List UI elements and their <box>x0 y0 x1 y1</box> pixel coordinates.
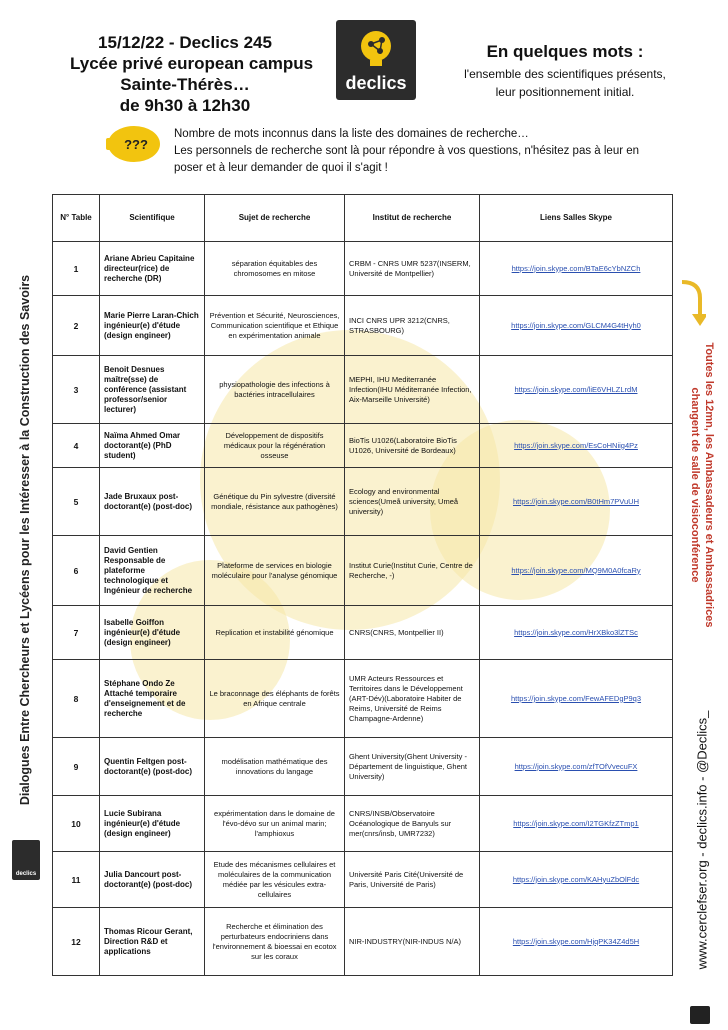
small-logo-text: declics <box>15 871 37 877</box>
research-subject: modélisation mathématique des innovations du langage <box>205 738 345 796</box>
research-institute: BioTis U1026(Laboratoire BioTis U1026, Université de Bordeaux) <box>345 424 480 468</box>
header-subject: Sujet de recherche <box>205 195 345 242</box>
research-institute: Ecology and environmental sciences(Umeå university, Umeå university) <box>345 468 480 536</box>
skype-link[interactable]: https://join.skype.com/BTaE6cYbNZCh <box>511 263 641 273</box>
logo-text: declics <box>345 73 407 93</box>
table-row <box>53 242 673 296</box>
table-number: 2 <box>53 296 100 356</box>
skype-link-cell <box>480 356 673 424</box>
question-bulb-icon <box>100 120 164 170</box>
event-school-line: Lycée privé european campus <box>70 54 314 73</box>
summary-header <box>432 42 698 101</box>
scientists-table <box>52 194 673 976</box>
footer-links-text: www.cerclefser.org - declics.info - @Declics_ <box>694 710 710 970</box>
table-number: 3 <box>53 356 100 424</box>
event-header <box>70 32 314 116</box>
scientist-name: Julia Dancourt post-doctorant(e) (post-doc) <box>100 852 205 908</box>
research-institute: NIR-INDUSTRY(NIR-INDUS N/A) <box>345 908 480 976</box>
table-number: 12 <box>53 908 100 976</box>
scientist-name: Isabelle Goiffon ingénieur(e) d'étude (design engineer) <box>100 606 205 660</box>
skype-link-cell <box>480 796 673 852</box>
skype-link-cell <box>480 660 673 738</box>
room-change-line: changent de salle de visioconférence <box>689 387 701 583</box>
scientist-name: Thomas Ricour Gerant, Direction R&D et applications <box>100 908 205 976</box>
research-institute: MEPHI, IHU Mediterranée Infection(IHU Méditerranée Infection, Aix-Marseille Université) <box>345 356 480 424</box>
research-subject: Génétique du Pin sylvestre (diversité mondiale, résistance aux pathogènes) <box>205 468 345 536</box>
footer-links <box>690 680 714 1000</box>
table-row <box>53 468 673 536</box>
table-row <box>53 296 673 356</box>
summary-subtitle <box>432 65 698 101</box>
skype-link-cell <box>480 468 673 536</box>
scientist-name: Ariane Abrieu Capitaine directeur(rice) de recherche (DR) <box>100 242 205 296</box>
scientist-name: Naïma Ahmed Omar doctorant(e) (PhD student) <box>100 424 205 468</box>
summary-subtitle-line: l'ensemble des scientifiques présents, <box>464 67 666 81</box>
research-subject: Plateforme de services en biologie moléculaire pour l'analyse génomique <box>205 536 345 606</box>
table-row <box>53 660 673 738</box>
skype-link[interactable]: https://join.skype.com/GLCM4G4tHyh0 <box>511 320 641 330</box>
summary-title: En quelques mots : <box>486 42 644 61</box>
curved-arrow-icon <box>678 278 706 328</box>
skype-link[interactable]: https://join.skype.com/EsCoHNiig4Pz <box>514 440 638 450</box>
table-row <box>53 908 673 976</box>
skype-link-cell <box>480 852 673 908</box>
intro-line: Les personnels de recherche sont là pour répondre à vos questions, n'hésitez pas à leur en <box>174 145 640 157</box>
event-time-line: de 9h30 à 12h30 <box>119 96 251 115</box>
intro-line: Nombre de mots inconnus dans la liste des domaines de recherche… <box>174 128 529 140</box>
research-institute: CNRS(CNRS, Montpellier II) <box>345 606 480 660</box>
skype-link[interactable]: https://join.skype.com/B0tHm7PVuUH <box>512 496 640 506</box>
bulb-text: ??? <box>124 137 148 152</box>
small-declics-logo <box>12 840 40 880</box>
research-subject: Replication et instabilité génomique <box>205 606 345 660</box>
declics-logo <box>336 20 416 100</box>
skype-link-cell <box>480 424 673 468</box>
table-row <box>53 606 673 660</box>
research-subject: physiopathologie des infections à bactéries intracellulaires <box>205 356 345 424</box>
scientist-name: Quentin Feltgen post-doctorant(e) (post-doc) <box>100 738 205 796</box>
header-skype-links: Liens Salles Skype <box>480 195 673 242</box>
table-number: 6 <box>53 536 100 606</box>
table-row <box>53 852 673 908</box>
table-row <box>53 356 673 424</box>
skype-link[interactable]: https://join.skype.com/HjqPK34Z4d5H <box>512 936 640 946</box>
header-scientist: Scientifique <box>100 195 205 242</box>
scientist-name: Jade Bruxaux post-doctorant(e) (post-doc) <box>100 468 205 536</box>
room-change-line: Toutes les 12mn, les Ambassadeurs et Ambassadrices <box>703 342 715 628</box>
research-institute: INCI CNRS UPR 3212(CNRS, STRASBOURG) <box>345 296 480 356</box>
research-institute: UMR Acteurs Ressources et Territoires dans le Développement (ART-Dév)(Laboratoire Habiter de Reims, Université de Reims Champagne-Ardenne) <box>345 660 480 738</box>
skype-link[interactable]: https://join.skype.com/I2TGKfzZTmp1 <box>513 818 639 828</box>
table-row <box>53 738 673 796</box>
skype-link-cell <box>480 738 673 796</box>
skype-link[interactable]: https://join.skype.com/zfTOfVvecuFX <box>514 761 638 771</box>
research-subject: Etude des mécanismes cellulaires et moléculaires de la communication médiée par les vésicules extra-cellulaires <box>205 852 345 908</box>
header-institute: Institut de recherche <box>345 195 480 242</box>
room-change-text <box>688 325 716 645</box>
skype-link-cell <box>480 296 673 356</box>
scientist-name: Stéphane Ondo Ze Attaché temporaire d'enseignement et de recherche <box>100 660 205 738</box>
research-subject: Prévention et Sécurité, Neurosciences, Communication scientifique et Ethique en expérimentation animale <box>205 296 345 356</box>
intro-line: poser et à leur demander de quoi il s'agit ! <box>174 162 388 174</box>
cercle-fser-logo <box>690 1006 710 1024</box>
research-institute: Ghent University(Ghent University - Département de linguistique, Ghent University) <box>345 738 480 796</box>
skype-link[interactable]: https://join.skype.com/FewAFEDgP9q3 <box>510 693 642 703</box>
table-number: 1 <box>53 242 100 296</box>
side-title <box>10 210 40 870</box>
research-subject: Développement de dispositifs médicaux pour la régénération osseuse <box>205 424 345 468</box>
room-change-note <box>682 330 722 640</box>
table-header-row <box>53 195 673 242</box>
table-number: 4 <box>53 424 100 468</box>
research-institute: Institut Curie(Institut Curie, Centre de Recherche, -) <box>345 536 480 606</box>
side-title-text: Dialogues Entre Chercheurs et Lycéens pour les Intéresser à la Construction des Savoirs <box>18 274 32 806</box>
table-number: 9 <box>53 738 100 796</box>
scientist-name: Marie Pierre Laran-Chich ingénieur(e) d'étude (design engineer) <box>100 296 205 356</box>
header-table-number: N° Table <box>53 195 100 242</box>
table-row <box>53 536 673 606</box>
research-institute: CNRS/INSB/Observatoire Océanologique de Banyuls sur mer(cnrs/insb, UMR7232) <box>345 796 480 852</box>
skype-link-cell <box>480 536 673 606</box>
table-number: 8 <box>53 660 100 738</box>
table-row <box>53 424 673 468</box>
research-subject: Recherche et élimination des perturbateurs endocriniens dans l'environnement & bioessai en ecotox sur les coraux <box>205 908 345 976</box>
scientist-name: David Gentien Responsable de plateforme technologique et Ingénieur de recherche <box>100 536 205 606</box>
table-number: 10 <box>53 796 100 852</box>
event-date-line: 15/12/22 - Declics 245 <box>98 33 272 52</box>
skype-link[interactable]: https://join.skype.com/liE6VHLZLrdM <box>514 384 638 394</box>
research-subject: Le braconnage des éléphants de forêts en Afrique centrale <box>205 660 345 738</box>
scientist-name: Lucie Subirana ingénieur(e) d'étude (design engineer) <box>100 796 205 852</box>
skype-link-cell <box>480 242 673 296</box>
summary-subtitle-line: leur positionnement initial. <box>495 85 635 99</box>
skype-link-cell <box>480 908 673 976</box>
research-institute: Université Paris Cité(Université de Paris, Université de Paris) <box>345 852 480 908</box>
skype-link[interactable]: https://join.skype.com/MQ9M0A0fcaRy <box>511 565 641 575</box>
table-number: 11 <box>53 852 100 908</box>
research-subject: expérimentation dans le domaine de l'évo-dévo sur un animal marin; l'amphioxus <box>205 796 345 852</box>
research-institute: CRBM - CNRS UMR 5237(INSERM, Université de Montpellier) <box>345 242 480 296</box>
skype-link[interactable]: https://join.skype.com/KAHyuZbOlFdc <box>512 874 640 884</box>
intro-text <box>174 126 674 177</box>
event-school-name-line: Sainte-Thérès… <box>120 75 250 94</box>
research-subject: séparation équitables des chromosomes en mitose <box>205 242 345 296</box>
table-row <box>53 796 673 852</box>
table-number: 5 <box>53 468 100 536</box>
skype-link[interactable]: https://join.skype.com/HrXBko3lZTSc <box>514 627 638 637</box>
scientist-name: Benoit Desnues maître(sse) de conférence (assistant professor/senior lecturer) <box>100 356 205 424</box>
skype-link-cell <box>480 606 673 660</box>
table-number: 7 <box>53 606 100 660</box>
